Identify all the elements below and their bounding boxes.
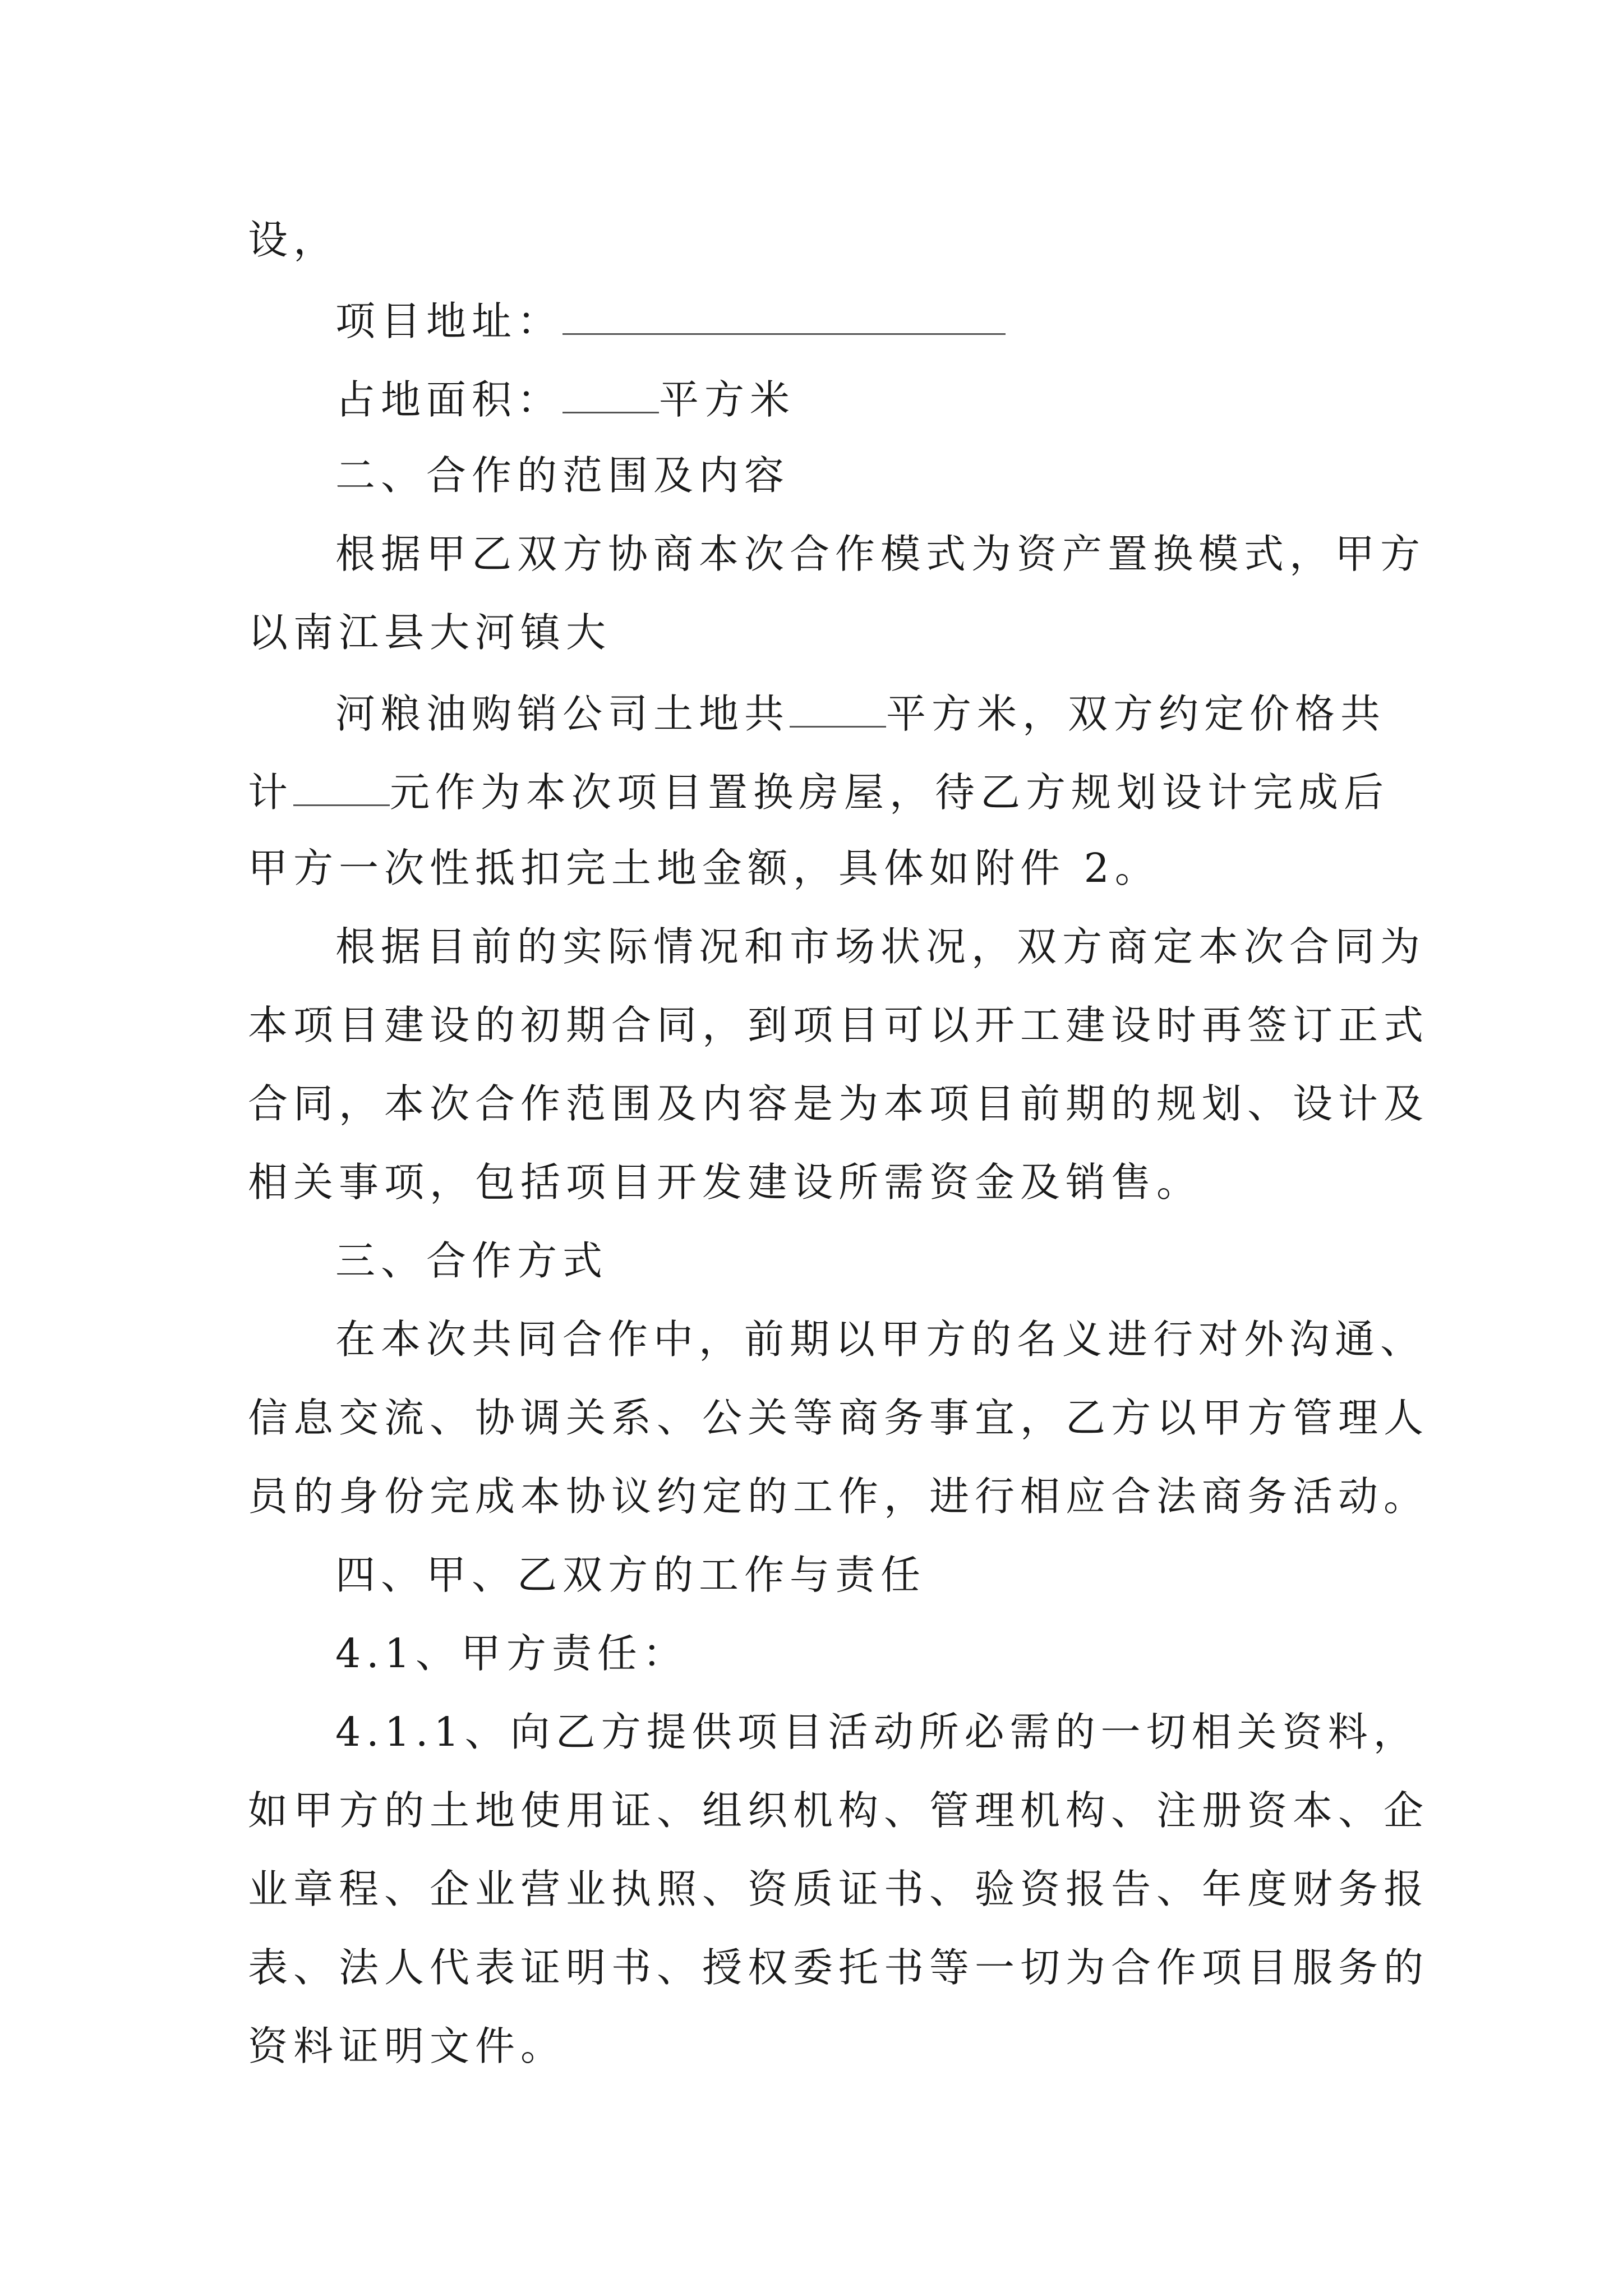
paragraph-line: 在本次共同合作中，前期以甲方的名义进行对外沟通、 <box>335 1316 1426 1363</box>
paragraph-line: 根据目前的实际情况和市场状况，双方商定本次合同为 <box>335 923 1426 970</box>
land-area-label: 占地面积： <box>335 376 563 423</box>
price-line <box>248 769 1390 816</box>
project-address-line <box>335 298 1006 344</box>
paragraph-line: 以南江县大河镇大 <box>248 609 612 656</box>
paragraph-line: 甲方一次性抵扣完土地金额，具体如附件 2。 <box>248 845 1160 891</box>
land-total-text: 河粮油购销公司土地共 <box>335 691 790 737</box>
land-total-blank[interactable] <box>790 691 886 728</box>
paragraph-line: 如甲方的土地使用证、组织机构、管理机构、注册资本、企 <box>248 1787 1430 1834</box>
project-address-label: 项目地址： <box>335 298 563 344</box>
price-blank[interactable] <box>293 770 390 806</box>
paragraph-line: 合同，本次合作范围及内容是为本项目前期的规划、设计及 <box>248 1080 1430 1127</box>
land-area-blank[interactable] <box>562 377 659 413</box>
paragraph-line: 员的身份完成本协议约定的工作，进行相应合法商务活动。 <box>248 1473 1430 1520</box>
paragraph-line: 根据甲乙双方协商本次合作模式为资产置换模式，甲方 <box>335 531 1426 577</box>
section-heading-scope: 二、合作的范围及内容 <box>335 452 790 499</box>
land-area-unit: 平方米 <box>659 376 796 423</box>
section-heading-method: 三、合作方式 <box>335 1237 608 1284</box>
paragraph-line: 设， <box>248 217 339 263</box>
paragraph-line: 本项目建设的初期合同，到项目可以开工建设时再签订正式 <box>248 1002 1430 1048</box>
land-area-line <box>335 376 796 423</box>
paragraph-line: 信息交流、协调关系、公关等商务事宜，乙方以甲方管理人 <box>248 1395 1430 1441</box>
project-address-blank[interactable] <box>562 298 1006 335</box>
paragraph-line: 相关事项，包括项目开发建设所需资金及销售。 <box>248 1159 1202 1205</box>
agreed-price-text: 平方米，双方约定价格共 <box>886 691 1386 737</box>
paragraph-line: 4.1.1、向乙方提供项目活动所必需的一切相关资料， <box>335 1709 1419 1755</box>
price-text: 元作为本次项目置换房屋，待乙方规划设计完成后 <box>390 769 1390 816</box>
paragraph-line: 业章程、企业营业执照、资质证书、验资报告、年度财务报 <box>248 1866 1430 1912</box>
subsection-heading: 4.1、甲方责任： <box>335 1630 688 1677</box>
price-prefix: 计 <box>248 769 294 816</box>
section-heading-responsibilities: 四、甲、乙双方的工作与责任 <box>335 1552 926 1598</box>
paragraph-line: 表、法人代表证明书、授权委托书等一切为合作项目服务的 <box>248 1944 1430 1991</box>
paragraph-line: 资料证明文件。 <box>248 2023 566 2069</box>
land-total-line <box>335 691 1386 737</box>
